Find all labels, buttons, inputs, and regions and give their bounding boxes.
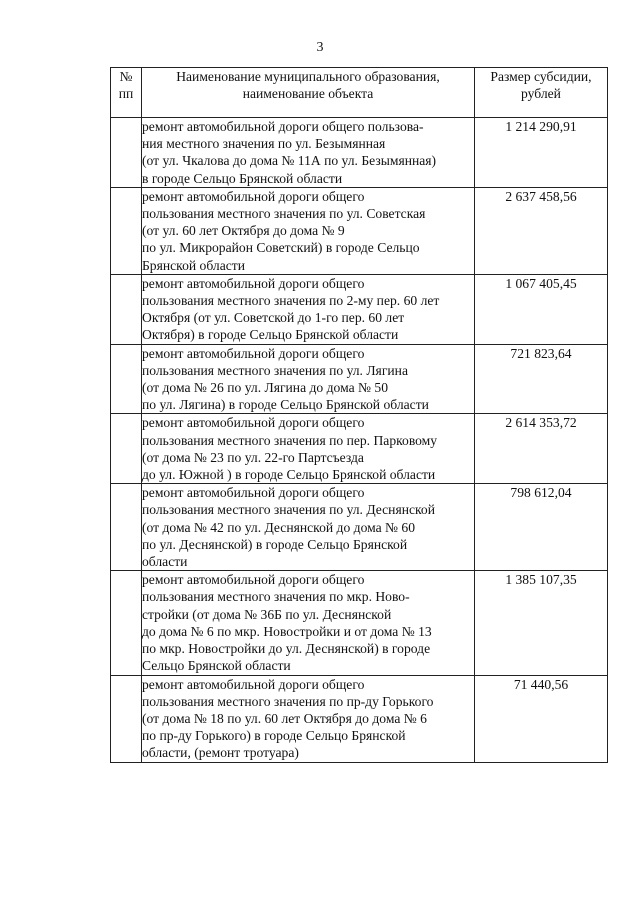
subsidy-amount-cell: 71 440,56 [475, 675, 608, 762]
object-name-cell [142, 571, 475, 675]
table-row [111, 274, 608, 344]
row-number-cell [111, 571, 142, 675]
object-name-line: ния местного значения по ул. Безымянная [142, 136, 386, 152]
subsidy-amount-cell: 1 385 107,35 [475, 571, 608, 675]
object-name-line: (от дома № 42 по ул. Деснянской до дома № 60 [142, 519, 416, 535]
object-name-line: (от дома № 18 по ул. 60 лет Октября до дома № 6 [142, 710, 427, 726]
column-header-name-line: Наименование муниципального образования, [176, 69, 440, 84]
row-number-cell [111, 187, 142, 274]
column-header-number-line: № [119, 69, 133, 84]
object-name-line: по ул. Деснянской) в городе Сельцо Брянской [142, 536, 408, 552]
column-header-amount-line: рублей [521, 86, 561, 102]
object-name-cell [142, 344, 475, 414]
object-name-line: пользования местного значения по ул. Лягина [142, 362, 408, 378]
object-name-line: области [142, 554, 188, 570]
row-number-cell [111, 414, 142, 484]
page-number: 3 [316, 40, 324, 55]
column-header-name [142, 68, 475, 118]
object-name-line: пользования местного значения по ул. Советская [142, 206, 426, 222]
table-row [111, 118, 608, 188]
column-header-number-line: пп [118, 86, 134, 102]
subsidy-amount-cell: 2 614 353,72 [475, 414, 608, 484]
subsidy-amount-cell: 1 214 290,91 [475, 118, 608, 188]
subsidy-amount-cell: 1 067 405,45 [475, 274, 608, 344]
object-name-line: ремонт автомобильной дороги общего [142, 572, 365, 588]
object-name-line: ремонт автомобильной дороги общего [142, 485, 365, 501]
object-name-line: ремонт автомобильной дороги общего [142, 415, 365, 431]
object-name-line: по ул. Микрорайон Советский) в городе Сельцо [142, 240, 420, 256]
column-header-amount-line: Размер субсидии, [490, 69, 592, 84]
object-name-line: пользования местного значения по 2-му пер. 60 лет [142, 293, 440, 309]
column-header-name-line: наименование объекта [242, 86, 374, 102]
object-name-line: Октября) в городе Сельцо Брянской области [142, 327, 399, 343]
table-row [111, 344, 608, 414]
object-name-line: по мкр. Новостройки до ул. Деснянской) в городе [142, 641, 431, 657]
object-name-line: (от ул. Чкалова до дома № 11А по ул. Безымянная) [142, 153, 437, 169]
object-name-cell [142, 484, 475, 571]
column-header-number [111, 68, 142, 118]
object-name-line: области, (ремонт тротуара) [142, 745, 299, 761]
object-name-cell [142, 675, 475, 762]
object-name-line: Сельцо Брянской области [142, 658, 291, 674]
object-name-line: (от ул. 60 лет Октября до дома № 9 [142, 223, 345, 239]
table-row [111, 187, 608, 274]
object-name-line: (от дома № 26 по ул. Лягина до дома № 50 [142, 380, 388, 396]
object-name-line: пользования местного значения по пр-ду Горького [142, 693, 434, 709]
row-number-cell [111, 675, 142, 762]
object-name-line: по пр-ду Горького) в городе Сельцо Брянской [142, 728, 406, 744]
object-name-line: ремонт автомобильной дороги общего [142, 188, 365, 204]
table-row [111, 484, 608, 571]
object-name-line: (от дома № 23 по ул. 22-го Партсъезда [142, 449, 364, 465]
object-name-line: стройки (от дома № 36Б по ул. Деснянской [142, 606, 392, 622]
object-name-line: Брянской области [142, 257, 245, 273]
object-name-cell [142, 118, 475, 188]
row-number-cell [111, 274, 142, 344]
table-header [111, 68, 608, 118]
object-name-cell [142, 414, 475, 484]
object-name-line: пользования местного значения по мкр. Ново- [142, 589, 410, 605]
subsidy-table [110, 67, 608, 763]
subsidy-amount-cell: 798 612,04 [475, 484, 608, 571]
object-name-line: пользования местного значения по пер. Парковому [142, 432, 438, 448]
table-row [111, 571, 608, 675]
object-name-line: пользования местного значения по ул. Деснянской [142, 502, 436, 518]
subsidy-amount-cell: 721 823,64 [475, 344, 608, 414]
object-name-line: до дома № 6 по мкр. Новостройки и от дома № 13 [142, 623, 432, 639]
row-number-cell [111, 344, 142, 414]
row-number-cell [111, 118, 142, 188]
object-name-line: ремонт автомобильной дороги общего [142, 275, 365, 291]
object-name-line: по ул. Лягина) в городе Сельцо Брянской области [142, 397, 429, 413]
object-name-line: в городе Сельцо Брянской области [142, 170, 343, 186]
object-name-line: до ул. Южной ) в городе Сельцо Брянской области [142, 467, 436, 483]
object-name-cell [142, 274, 475, 344]
table-body [111, 118, 608, 763]
table-row [111, 675, 608, 762]
object-name-line: ремонт автомобильной дороги общего пользова- [142, 119, 424, 134]
object-name-cell [142, 187, 475, 274]
column-header-amount [475, 68, 608, 118]
object-name-line: ремонт автомобильной дороги общего [142, 345, 365, 361]
subsidy-amount-cell: 2 637 458,56 [475, 187, 608, 274]
object-name-line: ремонт автомобильной дороги общего [142, 676, 365, 692]
object-name-line: Октября (от ул. Советской до 1-го пер. 60 лет [142, 310, 405, 326]
row-number-cell [111, 484, 142, 571]
table-row [111, 414, 608, 484]
